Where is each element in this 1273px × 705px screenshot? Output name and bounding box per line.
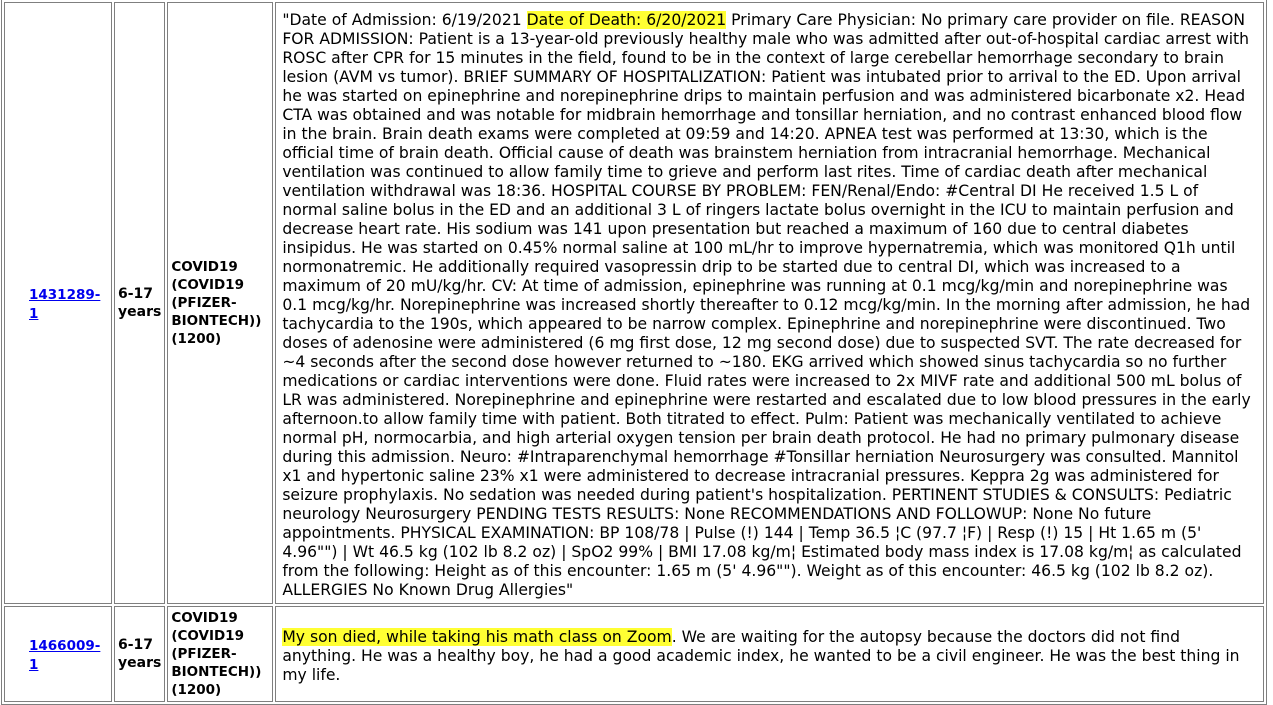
table-row <box>4 606 1264 702</box>
vaccine-line: (COVID19 <box>171 628 244 644</box>
vaccine-line: COVID19 <box>171 259 238 275</box>
age-cell <box>114 606 165 702</box>
table-row <box>4 2 1264 604</box>
symptom-text-pre: "Date of Admission: 6/19/2021 <box>282 11 527 29</box>
vaccine-cell <box>167 606 273 702</box>
age-cell <box>114 2 165 604</box>
vaccine-line: COVID19 <box>171 610 238 626</box>
age-unit: years <box>118 655 162 671</box>
vaers-id-link[interactable]: 1466009-1 <box>29 638 101 673</box>
symptom-text-post: . We are waiting for the autopsy because the doctors did not find anything. He was a healthy boy, he had a good academic index, he wanted to be a civil engineer. He was the best thing in my life. <box>282 628 1240 684</box>
vaccine-line: (1200) <box>171 331 222 347</box>
symptom-text-cell <box>275 2 1264 604</box>
vaers-id-cell <box>4 2 112 604</box>
vaers-id-cell <box>4 606 112 702</box>
age-range: 6-17 <box>118 286 154 302</box>
vaccine-cell <box>167 2 273 604</box>
vaccine-line: (PFIZER- <box>171 646 237 662</box>
vaccine-line: (COVID19 <box>171 277 244 293</box>
symptom-text-cell <box>275 606 1264 702</box>
vaccine-line: (PFIZER- <box>171 295 237 311</box>
highlighted-text: My son died, while taking his math class on Zoom <box>282 628 672 646</box>
age-range: 6-17 <box>118 637 154 653</box>
vaers-results-table <box>1 0 1267 705</box>
vaccine-line: BIONTECH)) <box>171 313 262 329</box>
symptom-text-post: Primary Care Physician: No primary care provider on file. REASON FOR ADMISSION: Patient is a 13-year-old previously healthy male who was admitted after out-of-hospital cardiac arrest with ROSC after CPR for 15 minutes in the field, found to be in the context of large cerebellar hemorrhage secondary to brain lesion (AVM vs tumor). BRIEF SUMMARY OF HOSPITALIZATION: Patient was intubated prior to arrival to the ED. Upon arrival he was started on epinephrine and norepinephrine drips to maintain perfusion and was administered bicarbonate x2. Head CTA was obtained and was notable for midbrain hemorrhage and tonsillar herniation, and no contrast enhanced blood flow in the brain. Brain death exams were completed at 09:59 and 14:20. APNEA test was performed at 13:30, which is the official time of brain death. Official cause of death was brainstem herniation from intracranial hemorrhage. Mechanical ventilation was continued to allow family time to grieve and perform last rites. Time of cardiac death after mechanical ventilation withdrawal was 18:36. HOSPITAL COURSE BY PROBLEM: FEN/Renal/Endo: #Central DI He received 1.5 L of normal saline bolus in the ED and an additional 3 L of ringers lactate bolus overnight in the ICU to maintain perfusion and decrease heart rate. His sodium was 141 upon presentation but reached a maximum of 160 due to central diabetes insipidus. He was started on 0.45% normal saline at 100 mL/hr to improve hypernatremia, which was monitored Q1h until normonatremic. He additionally required vasopressin drip to be started due to central DI, which was increased to a maximum of 20 mU/kg/hr. CV: At time of admission, epinephrine was running at 0.1 mcg/kg/min and norepinephrine was 0.1 mcg/kg/hr. Norepinephrine was increased shortly thereafter to 0.12 mcg/kg/min. In the morning after admission, he had tachycardia to the 190s, which appeared to be narrow complex. Epinephrine and norepinephrine were discontinued. Two doses of adenosine were administered (6 mg first dose, 12 mg second dose) due to suspected SVT. The rate decreased for ~4 seconds after the second dose however returned to ~180. EKG arrived which showed sinus tachycardia so no further medications or cardiac interventions were done. Fluid rates were increased to 2x MIVF rate and additional 500 mL bolus of LR was administered. Norepinephrine and epinephrine were restarted and escalated due to low blood pressures in the early afternoon.to allow family time with patient. Both titrated to effect. Pulm: Patient was mechanically ventilated to achieve normal pH, normocarbia, and high arterial oxygen tension per brain death protocol. He had no primary pulmonary disease during this admission. Neuro: #Intraparenchymal hemorrhage #Tonsillar herniation Neurosurgery was consulted. Mannitol x1 and hypertonic saline 23% x1 were administered to decrease intracranial pressures. Keppra 2g was administered for seizure prophylaxis. No sedation was needed during patient's hospitalization. PERTINENT STUDIES & CONSULTS: Pediatric neurology Neurosurgery PENDING TESTS RESULTS: None RECOMMENDATIONS AND FOLLOWUP: None No future appointments. PHYSICAL EXAMINATION: BP 108/78 | Pulse (!) 144 | Temp 36.5 ¦C (97.7 ¦F) | Resp (!) 15 | Ht 1.65 m (5' 4.96"") | Wt 46.5 kg (102 lb 8.2 oz) | SpO2 99% | BMI 17.08 kg/m¦ Estimated body mass index is 17.08 kg/m¦ as calculated from the following: Height as of this encounter: 1.65 m (5' 4.96""). Weight as of this encounter: 46.5 kg (102 lb 8.2 oz). ALLERGIES No Known Drug Allergies" <box>282 11 1251 599</box>
age-unit: years <box>118 304 162 320</box>
vaccine-line: BIONTECH)) <box>171 664 262 680</box>
vaccine-line: (1200) <box>171 682 222 698</box>
vaers-id-link[interactable]: 1431289-1 <box>29 287 101 322</box>
highlighted-text: Date of Death: 6/20/2021 <box>526 11 727 29</box>
